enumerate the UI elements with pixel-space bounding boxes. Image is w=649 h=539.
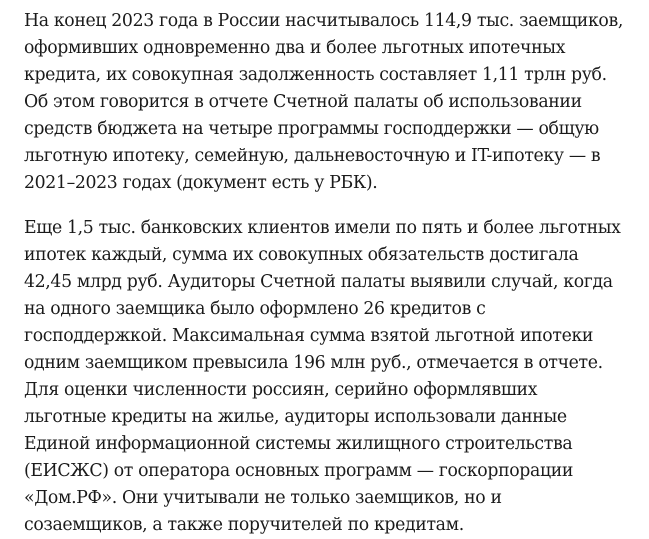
text-line: льготную ипотеку, семейную, дальневосточную и IT-ипотеку — в bbox=[24, 146, 601, 166]
text-line: Еще 1,5 тыс. банковских клиентов имели по пять и более льготных bbox=[24, 218, 621, 238]
article-body bbox=[24, 8, 640, 539]
paragraph-2 bbox=[24, 215, 640, 539]
text-line: 2021–2023 годах (документ есть у РБК). bbox=[24, 173, 378, 193]
text-line: одним заемщиком превысила 196 млн руб., отмечается в отчете. bbox=[24, 353, 603, 373]
text-line: созаемщиков, а также поручителей по кредитам. bbox=[24, 515, 464, 535]
text-line: средств бюджета на четыре программы господдержки — общую bbox=[24, 119, 599, 139]
text-line: На конец 2023 года в России насчитывалось 114,9 тыс. заемщиков, bbox=[24, 11, 623, 31]
text-line: «Дом.РФ». Они учитывали не только заемщиков, но и bbox=[24, 488, 502, 508]
text-line: (ЕИСЖС) от оператора основных программ — госкорпорации bbox=[24, 461, 574, 481]
text-line: льготные кредиты на жилье, аудиторы использовали данные bbox=[24, 407, 567, 427]
text-line: кредита, их совокупная задолженность составляет 1,11 трлн руб. bbox=[24, 65, 607, 85]
text-line: на одного заемщика было оформлено 26 кредитов с bbox=[24, 299, 486, 319]
text-line: оформивших одновременно два и более льготных ипотечных bbox=[24, 38, 566, 58]
text-line: Для оценки численности россиян, серийно оформлявших bbox=[24, 380, 538, 400]
text-line: господдержкой. Максимальная сумма взятой льготной ипотеки bbox=[24, 326, 594, 346]
text-line: Об этом говорится в отчете Счетной палаты об использовании bbox=[24, 92, 582, 112]
paragraph-1 bbox=[24, 8, 640, 197]
text-line: ипотек каждый, сумма их совокупных обязательств достигала bbox=[24, 245, 579, 265]
text-line: 42,45 млрд руб. Аудиторы Счетной палаты выявили случай, когда bbox=[24, 272, 613, 292]
text-line: Единой информационной системы жилищного строительства bbox=[24, 434, 573, 454]
